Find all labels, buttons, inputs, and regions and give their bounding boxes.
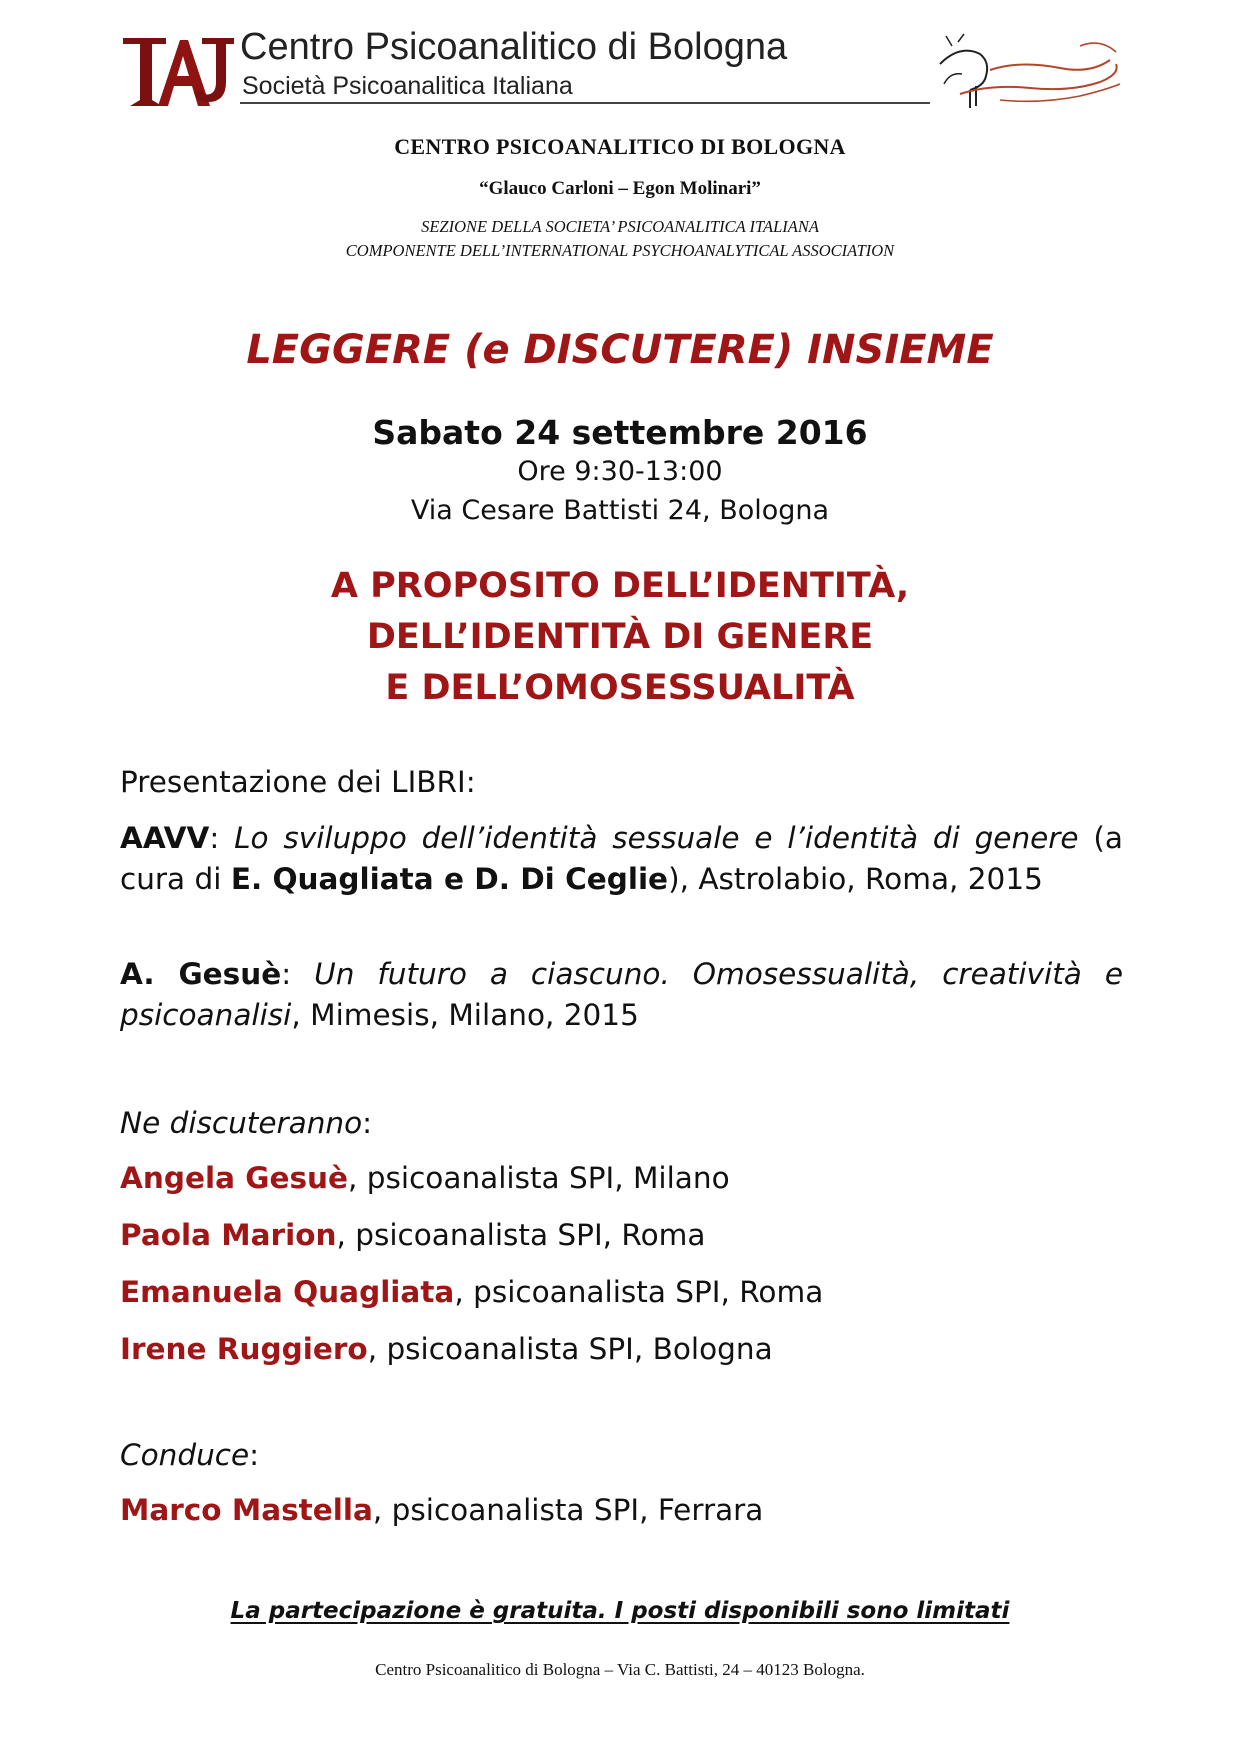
discussant-name: Irene Ruggiero xyxy=(120,1332,368,1366)
letterhead-title: Centro Psicoanalitico di Bologna xyxy=(240,26,788,68)
spi-logo xyxy=(118,30,238,110)
event-topic-line-1: A PROPOSITO DELL’IDENTITÀ, xyxy=(330,566,910,606)
chair-name: Marco Mastella xyxy=(120,1493,373,1527)
organization-named-after: “Glauco Carloni – Egon Molinari” xyxy=(479,178,761,199)
event-topic-line-2: DELL’IDENTITÀ DI GENERE xyxy=(366,617,874,657)
book-publisher: , Mimesis, Milano, 2015 xyxy=(291,998,639,1032)
discussants-label: Ne discuteranno: xyxy=(120,1106,373,1140)
chair-item xyxy=(120,1493,763,1527)
discussant-role: , psicoanalista SPI, Milano xyxy=(348,1161,730,1195)
discussant-role: , psicoanalista SPI, Bologna xyxy=(367,1332,773,1366)
book-curators-prefix: (a cura di xyxy=(120,821,1123,896)
participation-note-text: La partecipazione è gratuita. I posti disponibili sono limitati xyxy=(230,1598,1010,1624)
participation-note xyxy=(0,1598,1240,1624)
event-title: LEGGERE (e DISCUTERE) INSIEME xyxy=(246,327,994,373)
book-author: AAVV xyxy=(120,821,210,855)
event-topic-line-3: E DELL’OMOSESSUALITÀ xyxy=(385,668,855,708)
discussant-role: , psicoanalista SPI, Roma xyxy=(336,1218,706,1252)
event-time: Ore 9:30-13:00 xyxy=(517,456,723,487)
book-curators-suffix: ), xyxy=(668,862,689,896)
book-entry: AAVV: Lo sviluppo dell’identità sessuale e l’identità di genere (a cura di E. Quagliata e D. Di Ceglie), Astrolabio, Roma, 2015 xyxy=(120,821,1123,896)
discussant-name: Paola Marion xyxy=(120,1218,337,1252)
organization-name: CENTRO PSICOANALITICO DI BOLOGNA xyxy=(394,134,846,159)
event-place: Via Cesare Battisti 24, Bologna xyxy=(410,495,830,526)
letterhead-subtitle: Società Psicoanalitica Italiana xyxy=(242,72,573,100)
chair-label-text: Conduce xyxy=(120,1438,250,1472)
letterhead-rule xyxy=(240,102,930,104)
discussant-role: , psicoanalista SPI, Roma xyxy=(454,1275,824,1309)
discussant-item xyxy=(120,1161,730,1195)
discussant-name: Emanuela Quagliata xyxy=(120,1275,455,1309)
book-entry: A. Gesuè: Un futuro a ciascuno. Omosessualità, creatività e psicoanalisi, Mimesis, Milano, 2015 xyxy=(120,957,1123,1032)
discussant-item xyxy=(120,1275,823,1309)
chair-label: Conduce: xyxy=(120,1438,260,1472)
discussant-name: Angela Gesuè xyxy=(120,1161,349,1195)
footer-address: Centro Psicoanalitico di Bologna – Via C. Battisti, 24 – 40123 Bologna. xyxy=(375,1660,865,1679)
book-title: Lo sviluppo dell’identità sessuale e l’identità di genere xyxy=(234,821,1079,855)
organization-section-line-2: COMPONENTE DELL’INTERNATIONAL PSYCHOANALYTICAL ASSOCIATION xyxy=(345,241,895,260)
discussants-label-text: Ne discuteranno xyxy=(120,1106,363,1140)
organization-section-line-1: SEZIONE DELLA SOCIETA’ PSICOANALITICA ITALIANA xyxy=(421,217,819,236)
book-curators: E. Quagliata e D. Di Ceglie xyxy=(230,862,669,896)
book-title: Un futuro a ciascuno. Omosessualità, creatività e psicoanalisi xyxy=(120,957,1123,1032)
book-publisher: Astrolabio, Roma, 2015 xyxy=(698,862,1043,896)
books-label: Presentazione dei LIBRI: xyxy=(120,765,476,799)
book-author: A. Gesuè xyxy=(120,957,282,991)
discussant-item xyxy=(120,1218,705,1252)
discussant-item xyxy=(120,1332,773,1366)
couch-sketch-icon xyxy=(930,24,1130,116)
chair-role: , psicoanalista SPI, Ferrara xyxy=(372,1493,764,1527)
event-date: Sabato 24 settembre 2016 xyxy=(372,413,868,452)
